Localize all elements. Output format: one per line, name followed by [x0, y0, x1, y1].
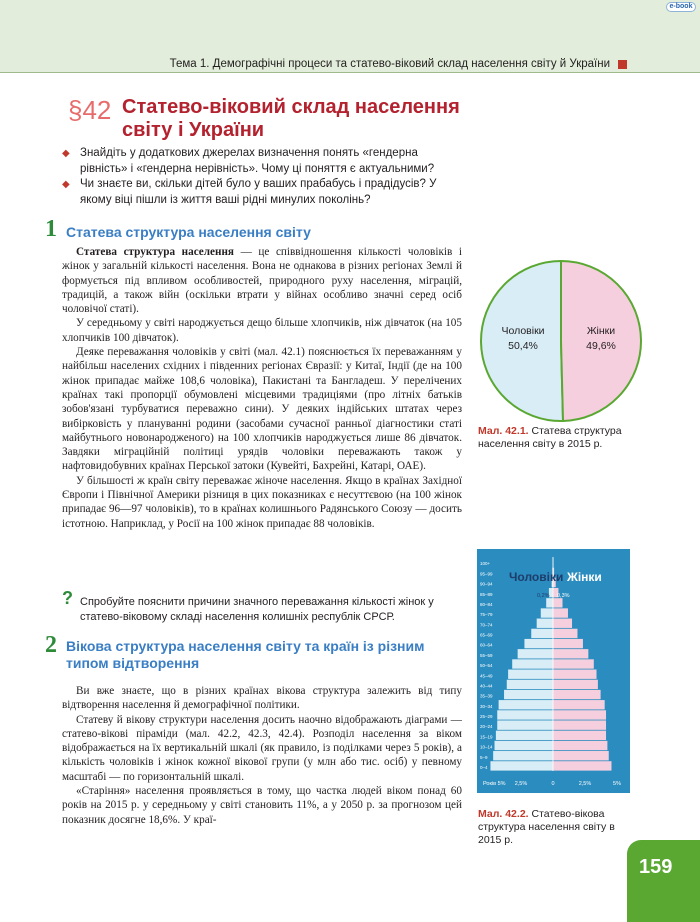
pyramid-x-tick: Років 5% — [483, 781, 506, 787]
pyramid-age-label: 80–84 — [480, 601, 493, 607]
pyramid-age-label: 75–79 — [480, 612, 493, 618]
pyramid-x-tick: 0 — [551, 781, 555, 787]
pyramid-annotation-female: 0,3% — [557, 593, 570, 599]
pyramid-age-label: 5–9 — [480, 754, 488, 760]
pyramid-annotation-male: 0,2% — [537, 593, 550, 599]
pyramid-bar-male — [546, 598, 553, 607]
diamond-bullet-icon: ◆ — [62, 148, 70, 159]
pyramid-bar-female — [553, 731, 606, 740]
running-header: Тема 1. Демографічні процеси та статево-віковий склад населення світу й України — [169, 58, 610, 70]
heading-2-number: 2 — [45, 632, 57, 658]
intro-question-1: ◆ Знайдіть у додаткових джерелах визначення понять «гендерна рівність» і «гендерна нерівність». Чому ці поняття є актуальними? — [62, 147, 435, 175]
pyramid-x-tick: 5% — [613, 781, 621, 787]
heading-1-text: Статева структура населення світу — [66, 224, 311, 240]
pyramid-bar-female — [553, 741, 607, 750]
pyramid-bar-female — [553, 659, 594, 668]
pyramid-bar-female — [553, 608, 568, 617]
pyramid-bar-male — [504, 690, 553, 699]
pyramid-bar-male — [496, 731, 553, 740]
paragraph-7: «Старіння» населення проявляється в тому, що частка людей віком понад 60 років на 2015 р. у середньому у світі становить 11%, а у 2050 р. за прогнозом цей показник досягне 18,6%. У краї- — [62, 785, 462, 826]
pyramid-bar-male — [512, 659, 553, 668]
pyramid-x-tick: 2,5% — [578, 781, 592, 787]
ebook-logo[interactable]: e-book — [666, 2, 696, 12]
pyramid-age-label: 70–74 — [480, 622, 493, 628]
pyramid-age-label: 35–39 — [480, 693, 493, 699]
pyramid-bar-male — [497, 710, 553, 719]
paragraph-3: Деяке переважання чоловіків у світі (мал. 42.1) пояснюється їх переважанням у найбільш населених східних і південних регіонах Євразії: у Китаї, Індії (де на 100 жінок припадає майже 108,6 чоловіка), Пакистані та Бангладеш. У перелічених країнах такі пропорції обумовлені місцевими традиціями (про літніх батьків зобов'язані турбуватися переважно сини). У деяких індійських штатах через вибірковість у плануванні родини (засобами сучасної ранньої діагностики статі майбутнього новонародженого) на 100 хлопчиків народжується лише 86 дівчаток. Завдяки міграційній політиці урядів чоловіки переважають також у нафтовидобувних країнах Перської затоки (Кувейті, Бахрейні, Катарі, ОАЕ). — [62, 346, 462, 473]
diamond-bullet-icon: ◆ — [62, 179, 70, 190]
pyramid-bar-male — [531, 629, 553, 638]
pie-caption: Мал. 42.1. Статева структура населення світу в 2015 р. — [478, 425, 622, 450]
section-1-body — [62, 245, 462, 531]
question-block: ? Спробуйте пояснити причини значного переважання кількості жінок у статево-віковому складі населення колишніх республік СРСР. — [62, 588, 434, 623]
pie-value-male: 50,4% — [508, 340, 538, 352]
page-number: 159 — [639, 856, 673, 878]
pyramid-bar-female — [553, 680, 598, 689]
header-marker — [618, 60, 627, 69]
pyramid-bar-female — [553, 700, 605, 709]
pyramid-bar-female — [553, 598, 563, 607]
pyramid-bar-male — [518, 649, 553, 658]
paragraph-5: Ви вже знаєте, що в різних країнах вікова структура залежить від типу відтворення населення й демографічної політики. — [62, 685, 462, 712]
pyramid-bar-female — [553, 639, 583, 648]
intro-question-2: ◆ Чи знаєте ви, скільки дітей було у ваших прабабусь і прадідусів? У якому віці пішли із життя ваші рідні минулих поколінь? — [62, 178, 437, 206]
heading-1-number: 1 — [45, 216, 57, 242]
question-mark-icon: ? — [62, 588, 73, 608]
paragraph-4: У більшості ж країн світу переважає жіноче населення. Якщо в країнах Західної Європи і Північної Америки різниця в цих показниках є несуттєвою (на 100 жінок припадає 96—97 чоловіків), то в країнах колишнього Радянського Союзу — досить істотною. Наприклад, у Росії на 100 жінок припадає 88 чоловіків. — [62, 474, 462, 530]
pie-label-male: Чоловіки — [501, 325, 545, 337]
pyramid-age-label: 45–49 — [480, 673, 493, 679]
pyramid-label-male: Чоловіки — [509, 570, 564, 584]
intro-questions — [62, 146, 462, 208]
pyramid-caption: Мал. 42.2. Статево-вікова структура населення світу в 2015 р. — [478, 808, 615, 846]
pyramid-bar-female — [553, 690, 601, 699]
pyramid-age-label: 65–69 — [480, 632, 493, 638]
pyramid-bar-female — [553, 669, 597, 678]
pyramid-age-label: 60–64 — [480, 642, 493, 648]
header-divider — [0, 72, 700, 73]
pyramid-bar-female — [553, 649, 588, 658]
pyramid-bar-female — [553, 720, 606, 729]
sex-structure-pie-chart — [478, 258, 644, 424]
pyramid-bar-male — [497, 720, 553, 729]
pyramid-bar-female — [553, 751, 609, 760]
pyramid-bar-male — [541, 608, 553, 617]
pyramid-age-label: 50–54 — [480, 663, 493, 669]
pyramid-age-label: 55–59 — [480, 652, 493, 658]
paragraph-2: У середньому у світі народжується дещо більше хлопчиків, ніж дівчаток (на 105 хлопчиків 100 дівчаток). — [62, 317, 462, 344]
section-2-body — [62, 684, 462, 827]
pie-label-female: Жінки — [586, 325, 616, 337]
pyramid-age-label: 100+ — [480, 561, 491, 567]
pyramid-bar-male — [537, 619, 553, 628]
pyramid-age-label: 95–99 — [480, 571, 493, 577]
pyramid-x-tick: 2,5% — [514, 781, 528, 787]
pyramid-bar-male — [490, 761, 553, 770]
pyramid-age-label: 85–89 — [480, 591, 493, 597]
pyramid-bar-female — [553, 761, 611, 770]
section-title: Статево-віковий склад населення світу і України — [122, 96, 460, 141]
population-pyramid-chart — [477, 549, 630, 793]
pyramid-bar-female — [553, 629, 577, 638]
pyramid-bar-female — [553, 619, 572, 628]
pyramid-age-label: 25–29 — [480, 714, 493, 720]
pyramid-age-label: 90–94 — [480, 581, 493, 587]
pyramid-bar-male — [495, 741, 553, 750]
pyramid-bar-male — [508, 669, 553, 678]
section-number: §42 — [68, 95, 112, 125]
pyramid-bar-male — [507, 680, 553, 689]
pyramid-label-female: Жінки — [567, 570, 602, 584]
pyramid-age-label: 20–24 — [480, 724, 493, 730]
pyramid-age-label: 0–4 — [480, 765, 488, 770]
page-number-tab — [627, 840, 700, 922]
paragraph-6: Статеву й вікову структури населення досить наочно відображають діаграми — статево-вікові піраміди (мал. 42.2, 42.3, 42.4). Розподіл населення за віком відображається на їх вертикальній шкалі (як правило, із поділками через 5 років), а кількість чоловіків і жінок кожної вікової групи (у млн або тис. осіб) у певному масштабі — по горизонтальній шкалі. — [62, 713, 462, 783]
pyramid-age-label: 15–19 — [480, 734, 493, 740]
pyramid-age-label: 10–14 — [480, 744, 493, 750]
pyramid-bar-male — [524, 639, 553, 648]
paragraph-1: Статева структура населення — це співвідношення кількості чоловіків і жінок у загальній кількості населення. Вона не однакова в різних регіонах Землі й формується під впливом особливостей, природного руху населення, міграцій, традицій, а також війн (оскільки втрати у війнах особливо значні серед осіб чоловічої статі). — [62, 246, 462, 316]
pyramid-bar-male — [499, 700, 553, 709]
pyramid-bar-male — [493, 751, 553, 760]
heading-2-text: Вікова структура населення світу та країн із різним типом відтворення — [66, 638, 425, 671]
pyramid-age-label: 30–34 — [480, 703, 493, 709]
pie-value-female: 49,6% — [586, 340, 616, 352]
pyramid-bar-female — [553, 710, 606, 719]
pyramid-age-label: 40–44 — [480, 683, 493, 689]
